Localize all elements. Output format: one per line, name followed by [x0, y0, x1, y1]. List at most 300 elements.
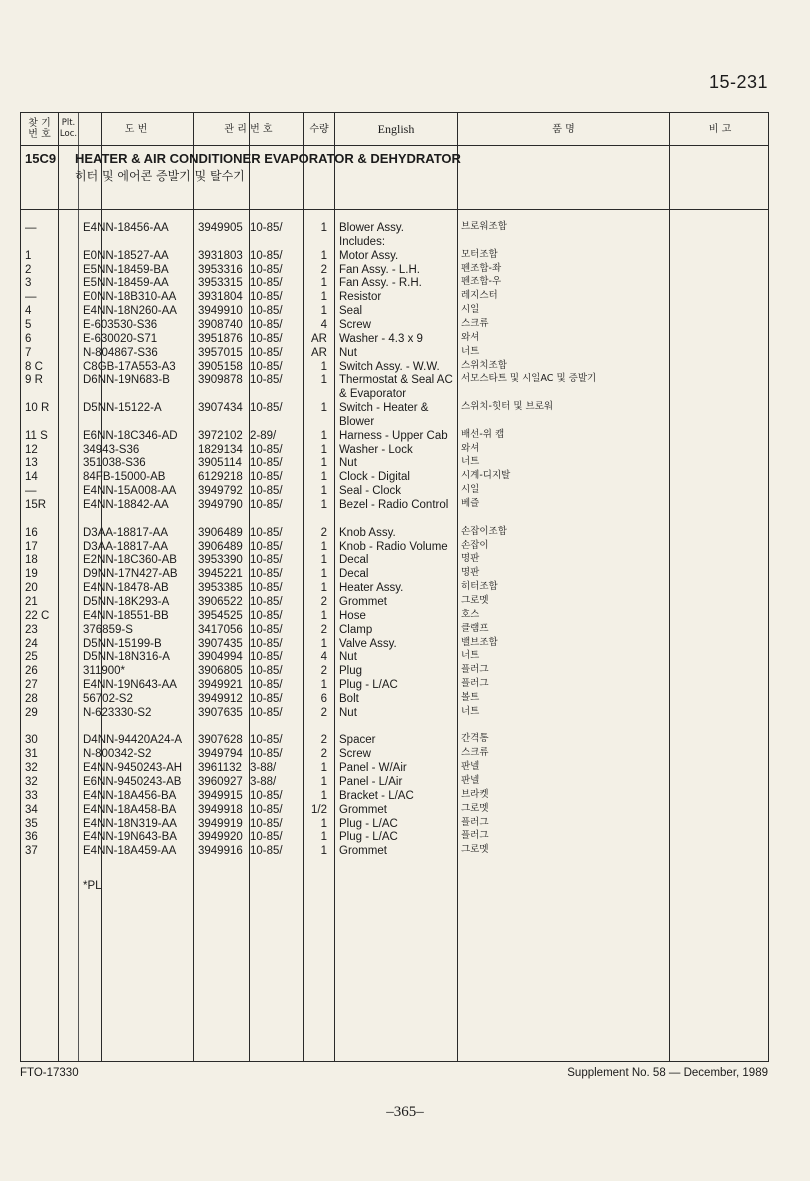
- qty-cell: 2: [320, 665, 327, 678]
- qty-cell: 2: [320, 623, 327, 636]
- qty-cell: 2: [320, 706, 327, 719]
- part-number-cell: E4NN-18N260-AA: [83, 305, 177, 318]
- qty-cell: 1: [320, 374, 327, 387]
- korean-name-cell: 밸브조합: [461, 636, 498, 648]
- ref-cell: 16: [25, 526, 38, 539]
- korean-name-cell: 너트: [461, 650, 480, 662]
- date-cell: 3-88/: [250, 776, 277, 788]
- mgmt-number-cell: 3417056: [198, 623, 243, 636]
- part-number-cell: E2NN-18C360-AB: [83, 554, 177, 567]
- korean-name-cell: 그로멧: [461, 844, 489, 856]
- english-name-cell: Nut: [339, 346, 357, 359]
- ref-cell: —: [25, 222, 37, 234]
- date-cell: 10-85/: [250, 651, 283, 664]
- mgmt-number-cell: 3951876: [198, 332, 243, 345]
- part-number-cell: D3AA-18817-AA: [83, 540, 169, 553]
- qty-cell: 1: [320, 776, 327, 788]
- part-number-cell: E6NN-18C346-AD: [83, 429, 178, 442]
- english-name-cell: Fan Assy. - L.H.: [339, 263, 420, 276]
- ref-cell: 26: [25, 665, 38, 678]
- ref-cell: 37: [25, 845, 38, 858]
- part-number-cell: E4NN-18551-BB: [83, 609, 169, 622]
- date-cell: 10-85/: [250, 346, 283, 359]
- mgmt-number-cell: 3905114: [198, 457, 242, 470]
- english-name-cell: Switch Assy. - W.W.: [339, 360, 440, 373]
- mgmt-number-cell: 3906522: [198, 595, 243, 608]
- qty-cell: AR: [311, 332, 327, 345]
- qty-cell: 1: [320, 499, 327, 511]
- korean-name-cell: 판넬: [461, 761, 480, 773]
- qty-cell: 1: [320, 582, 327, 595]
- qty-cell: 4: [320, 318, 327, 331]
- part-number-cell: 351038-S36: [83, 457, 146, 470]
- qty-cell: 1: [320, 609, 327, 622]
- korean-name-cell: 너트: [461, 345, 480, 357]
- mgmt-number-cell: 3949921: [198, 679, 243, 692]
- ref-cell: 28: [25, 692, 38, 705]
- date-cell: 10-85/: [250, 623, 283, 636]
- korean-name-cell: 배선-위 캡: [461, 428, 505, 440]
- mgmt-number-cell: 3905158: [198, 360, 243, 373]
- english-name-cell: Bezel - Radio Control: [339, 499, 449, 511]
- date-cell: 10-85/: [250, 471, 283, 484]
- english-name-cell: Decal: [339, 554, 369, 567]
- english-name-cell: Nut: [339, 706, 357, 719]
- date-cell: 10-85/: [250, 318, 283, 331]
- qty-cell: 1: [320, 540, 327, 553]
- mgmt-number-cell: 3953385: [198, 582, 243, 595]
- korean-name-cell: 시일: [461, 304, 480, 316]
- date-cell: 10-85/: [250, 305, 283, 318]
- english-name-cell: Seal: [339, 305, 363, 318]
- qty-cell: 6: [320, 692, 327, 705]
- ref-cell: 8 C: [25, 360, 43, 373]
- date-cell: 2-89/: [250, 429, 277, 442]
- korean-name-cell: 명판: [461, 567, 480, 579]
- ref-cell: 31: [25, 748, 38, 761]
- part-number-cell: E4NN-18A459-AA: [83, 845, 177, 858]
- date-cell: 10-85/: [250, 485, 283, 498]
- qty-cell: 1: [320, 222, 327, 234]
- mgmt-number-cell: 3907435: [198, 637, 243, 650]
- qty-cell: 1: [320, 789, 327, 802]
- part-number-cell: E-603530-S36: [83, 318, 158, 331]
- korean-name-cell: 플러그: [461, 678, 489, 690]
- qty-cell: 1/2: [311, 803, 327, 816]
- part-number-cell: D5NN-18K293-A: [83, 595, 170, 608]
- date-cell: 10-85/: [250, 360, 283, 373]
- ref-cell: 2: [25, 263, 32, 276]
- part-number-cell: E4NN-19N643-BA: [83, 831, 177, 844]
- english-name-cell: Grommet: [339, 595, 387, 608]
- mgmt-number-cell: 3931803: [198, 249, 243, 262]
- korean-name-cell: 스위치조합: [461, 359, 507, 371]
- part-number-cell: N-800342-S2: [83, 748, 152, 761]
- date-cell: 10-85/: [250, 568, 283, 581]
- supplement-note: Supplement No. 58 — December, 1989: [567, 1067, 768, 1079]
- ref-cell: 11 S: [25, 429, 48, 442]
- korean-name-cell: 와셔: [461, 331, 480, 343]
- ref-cell: —: [25, 485, 37, 498]
- korean-name-cell: 레지스터: [461, 290, 498, 302]
- qty-cell: 4: [320, 651, 327, 664]
- ref-cell: 14: [25, 471, 38, 484]
- part-number-cell: E4NN-18842-AA: [83, 499, 169, 511]
- date-cell: 10-85/: [250, 291, 283, 304]
- mgmt-number-cell: 3953390: [198, 554, 243, 567]
- mgmt-number-cell: 3907635: [198, 706, 243, 719]
- english-name-cell: Resistor: [339, 291, 382, 304]
- mgmt-number-cell: 3949910: [198, 305, 243, 318]
- english-name-cell: Switch - Heater &: [339, 402, 429, 415]
- part-number-cell: E5NN-18459-AA: [83, 277, 169, 290]
- english-name-cell: Grommet: [339, 803, 387, 816]
- header-part-no: 도 번: [124, 123, 148, 135]
- date-cell: 10-85/: [250, 789, 283, 802]
- english-name-cell: Clamp: [339, 623, 373, 636]
- date-cell: 10-85/: [250, 609, 283, 622]
- part-number-cell: 376859-S: [83, 623, 133, 636]
- mgmt-number-cell: 3906805: [198, 665, 243, 678]
- part-number-cell: E-630020-S71: [83, 332, 158, 345]
- date-cell: 10-85/: [250, 457, 283, 470]
- english-name-cell: Plug - L/AC: [339, 817, 398, 830]
- part-number-cell: D5NN-15199-B: [83, 637, 162, 650]
- part-number-cell: 84FB-15000-AB: [83, 471, 166, 484]
- mgmt-number-cell: 3954525: [198, 609, 243, 622]
- english-name-cell: Valve Assy.: [339, 637, 397, 650]
- qty-cell: 1: [320, 554, 327, 567]
- date-cell: 10-85/: [250, 679, 283, 692]
- date-cell: 10-85/: [250, 845, 283, 858]
- part-number-cell: 56702-S2: [83, 692, 133, 705]
- korean-name-cell: 히터조합: [461, 581, 498, 593]
- english-name-cell: Washer - Lock: [339, 443, 413, 456]
- part-number-cell: N-623330-S2: [83, 706, 152, 719]
- part-number-cell: N-804867-S36: [83, 346, 158, 359]
- part-number-cell: D9NN-17N427-AB: [83, 568, 178, 581]
- date-cell: 10-85/: [250, 443, 283, 456]
- date-cell: 3-88/: [250, 762, 277, 775]
- mgmt-number-cell: 3949919: [198, 817, 243, 830]
- korean-name-cell: 펜조합-좌: [461, 262, 502, 274]
- ref-cell: 1: [25, 249, 32, 262]
- ref-cell: 21: [25, 595, 38, 608]
- part-number-cell: E4NN-18A458-BA: [83, 803, 177, 816]
- ref-cell: 22 C: [25, 609, 50, 622]
- qty-cell: 1: [320, 277, 327, 290]
- mgmt-number-cell: 3949794: [198, 748, 243, 761]
- english-name-cell: Washer - 4.3 x 9: [339, 332, 423, 345]
- header-english: English: [377, 121, 415, 136]
- korean-name-cell: 플러그: [461, 664, 489, 676]
- qty-cell: 1: [320, 817, 327, 830]
- korean-name-cell: 브로워조합: [461, 221, 507, 232]
- date-cell: 10-85/: [250, 582, 283, 595]
- ref-cell: 32: [25, 776, 38, 788]
- qty-cell: 1: [320, 457, 327, 470]
- korean-name-cell: 스크류: [461, 317, 489, 329]
- english-name-cell: Panel - W/Air: [339, 762, 407, 775]
- mgmt-number-cell: 3906489: [198, 526, 243, 539]
- english-name-cell: Fan Assy. - R.H.: [339, 277, 422, 290]
- qty-cell: 1: [320, 637, 327, 650]
- header-mgmt-no: 관 리 번 호: [224, 123, 273, 135]
- ref-cell: 5: [25, 318, 32, 331]
- mgmt-number-cell: 3909878: [198, 374, 243, 387]
- date-cell: 10-85/: [250, 526, 283, 539]
- part-number-cell: E4NN-19N643-AA: [83, 679, 177, 692]
- qty-cell: 1: [320, 305, 327, 318]
- english-name-cell: Plug - L/AC: [339, 831, 398, 844]
- korean-name-cell: 베즐: [461, 498, 480, 509]
- korean-name-cell: 플러그: [461, 816, 489, 828]
- ref-cell: 36: [25, 831, 38, 844]
- date-cell: 10-85/: [250, 499, 283, 511]
- ref-cell: 19: [25, 568, 38, 581]
- english-name-cell: & Evaporator: [339, 388, 407, 401]
- date-cell: 10-85/: [250, 332, 283, 345]
- part-number-cell: 34943-S36: [83, 443, 140, 456]
- header-qty: 수량: [309, 123, 329, 135]
- ref-cell: —: [25, 291, 37, 304]
- korean-name-cell: 손잡이: [461, 539, 489, 551]
- mgmt-number-cell: 3949912: [198, 692, 243, 705]
- english-name-cell: Motor Assy.: [339, 249, 399, 262]
- page-number: 15-231: [708, 72, 768, 92]
- ref-cell: 3: [25, 277, 32, 290]
- ref-cell: 15R: [25, 499, 47, 511]
- ref-cell: 32: [25, 762, 38, 775]
- ref-cell: 24: [25, 637, 38, 650]
- qty-cell: AR: [311, 346, 327, 359]
- korean-name-cell: 모터조합: [461, 248, 498, 260]
- korean-name-cell: 명판: [461, 553, 480, 565]
- mgmt-number-cell: 3904994: [198, 651, 243, 664]
- korean-name-cell: 스위치-힛터 및 브로워: [461, 401, 554, 413]
- mgmt-number-cell: 3906489: [198, 540, 243, 553]
- form-number: FTO-17330: [20, 1067, 79, 1079]
- folio: –365–: [386, 1104, 424, 1120]
- mgmt-number-cell: 3949916: [198, 845, 243, 858]
- korean-name-cell: 그로멧: [461, 594, 489, 606]
- korean-name-cell: 브라켓: [461, 788, 489, 800]
- english-name-cell: Blower Assy.: [339, 222, 404, 234]
- ref-cell: 30: [25, 734, 38, 747]
- header-remarks: 비 고: [708, 123, 732, 135]
- english-name-cell: Harness - Upper Cab: [339, 429, 448, 442]
- part-number-cell: E4NN-9450243-AH: [83, 762, 183, 775]
- mgmt-number-cell: 3949918: [198, 803, 243, 816]
- english-name-cell: Nut: [339, 457, 357, 470]
- korean-name-cell: 볼트: [461, 691, 480, 703]
- korean-name-cell: 간격통: [461, 733, 489, 745]
- date-cell: 10-85/: [250, 803, 283, 816]
- header-korean: 품 명: [552, 123, 575, 135]
- mgmt-number-cell: 6129218: [198, 471, 243, 484]
- part-number-cell: 311900*: [83, 665, 125, 678]
- date-cell: 10-85/: [250, 831, 283, 844]
- ref-cell: 4: [25, 305, 32, 318]
- ref-cell: 17: [25, 540, 38, 553]
- english-name-cell: Knob Assy.: [339, 526, 396, 539]
- korean-name-cell: 스크류: [461, 747, 489, 759]
- qty-cell: 1: [320, 291, 327, 304]
- ref-cell: 10 R: [25, 402, 50, 415]
- date-cell: 10-85/: [250, 277, 283, 290]
- qty-cell: 1: [320, 831, 327, 844]
- date-cell: 10-85/: [250, 817, 283, 830]
- date-cell: 10-85/: [250, 249, 283, 262]
- mgmt-number-cell: 3931804: [198, 291, 243, 304]
- date-cell: 10-85/: [250, 540, 283, 553]
- english-name-cell: Seal - Clock: [339, 485, 401, 498]
- part-number-cell: E4NN-18A456-BA: [83, 789, 177, 802]
- part-number-cell: C8GB-17A553-A3: [83, 360, 176, 373]
- english-name-cell: Spacer: [339, 734, 376, 747]
- qty-cell: 2: [320, 748, 327, 761]
- ref-cell: 33: [25, 789, 38, 802]
- qty-cell: 1: [320, 679, 327, 692]
- english-name-cell: Includes:: [339, 235, 386, 248]
- ref-cell: 35: [25, 817, 38, 830]
- english-name-cell: Plug: [339, 665, 363, 678]
- ref-cell: 25: [25, 651, 38, 664]
- part-number-cell: E0NN-18B310-AA: [83, 291, 177, 304]
- qty-cell: 2: [320, 526, 327, 539]
- korean-name-cell: 와셔: [461, 442, 480, 454]
- english-name-cell: Plug - L/AC: [339, 679, 398, 692]
- korean-name-cell: 클램프: [461, 622, 489, 634]
- date-cell: 10-85/: [250, 595, 283, 608]
- korean-name-cell: 서모스타트 및 시일AC 및 증발기: [461, 373, 597, 385]
- part-number-cell: E5NN-18459-BA: [83, 263, 169, 276]
- qty-cell: 1: [320, 471, 327, 484]
- section-subtitle: 히터 및 에어콘 증발기 및 탈수기: [75, 169, 245, 183]
- ref-cell: 18: [25, 554, 38, 567]
- qty-cell: 1: [320, 485, 327, 498]
- ref-cell: 13: [25, 457, 38, 470]
- part-number-cell: E4NN-15A008-AA: [83, 485, 177, 498]
- section-code: 15C9: [25, 151, 57, 166]
- english-name-cell: Bolt: [339, 692, 359, 705]
- english-name-cell: Thermostat & Seal AC: [339, 374, 453, 387]
- ref-cell: 9 R: [25, 374, 43, 387]
- mgmt-number-cell: 3945221: [198, 568, 243, 581]
- qty-cell: 2: [320, 734, 327, 747]
- footnote: *PL: [83, 880, 102, 892]
- qty-cell: 2: [320, 263, 327, 276]
- mgmt-number-cell: 3961132: [198, 762, 242, 775]
- ref-cell: 6: [25, 332, 32, 345]
- qty-cell: 1: [320, 360, 327, 373]
- header-plt-loc: Plt. Loc.: [59, 118, 78, 139]
- date-cell: 10-85/: [250, 706, 283, 719]
- english-name-cell: Decal: [339, 568, 369, 581]
- date-cell: 10-85/: [250, 692, 283, 705]
- korean-name-cell: 판넬: [461, 775, 480, 786]
- mgmt-number-cell: 3949790: [198, 499, 243, 511]
- english-name-cell: Grommet: [339, 845, 387, 858]
- mgmt-number-cell: 3949792: [198, 485, 243, 498]
- section-title: HEATER & AIR CONDITIONER EVAPORATOR & DEHYDRATOR: [75, 151, 461, 166]
- date-cell: 10-85/: [250, 263, 283, 276]
- qty-cell: 1: [320, 249, 327, 262]
- part-number-cell: E6NN-9450243-AB: [83, 776, 182, 788]
- english-name-cell: Bracket - L/AC: [339, 789, 414, 802]
- mgmt-number-cell: 3957015: [198, 346, 243, 359]
- korean-name-cell: 그로멧: [461, 802, 489, 814]
- date-cell: 10-85/: [250, 748, 283, 761]
- mgmt-number-cell: 3949915: [198, 789, 243, 802]
- qty-cell: 2: [320, 595, 327, 608]
- date-cell: 10-85/: [250, 554, 283, 567]
- mgmt-number-cell: 3972102: [198, 429, 243, 442]
- mgmt-number-cell: 3907434: [198, 402, 243, 415]
- date-cell: 10-85/: [250, 637, 283, 650]
- qty-cell: 1: [320, 845, 327, 858]
- ref-cell: 20: [25, 582, 38, 595]
- ref-cell: 7: [25, 346, 32, 359]
- english-name-cell: Clock - Digital: [339, 471, 410, 484]
- mgmt-number-cell: 1829134: [198, 443, 243, 456]
- korean-name-cell: 너트: [461, 456, 480, 468]
- english-name-cell: Heater Assy.: [339, 582, 404, 595]
- part-number-cell: E4NN-18N319-AA: [83, 817, 177, 830]
- mgmt-number-cell: 3907628: [198, 734, 243, 747]
- qty-cell: 1: [320, 443, 327, 456]
- qty-cell: 1: [320, 568, 327, 581]
- mgmt-number-cell: 3960927: [198, 776, 243, 788]
- date-cell: 10-85/: [250, 222, 283, 234]
- korean-name-cell: 너트: [461, 705, 480, 717]
- qty-cell: 1: [320, 402, 327, 415]
- korean-name-cell: 플러그: [461, 830, 489, 842]
- english-name-cell: Hose: [339, 609, 366, 622]
- date-cell: 10-85/: [250, 402, 283, 415]
- mgmt-number-cell: 3949920: [198, 831, 243, 844]
- qty-cell: 1: [320, 762, 327, 775]
- english-name-cell: Blower: [339, 415, 375, 428]
- english-name-cell: Nut: [339, 651, 357, 664]
- english-name-cell: Panel - L/Air: [339, 776, 403, 788]
- mgmt-number-cell: 3953316: [198, 263, 243, 276]
- part-number-cell: D5NN-18N316-A: [83, 651, 170, 664]
- part-number-cell: E4NN-18456-AA: [83, 222, 169, 234]
- english-name-cell: Screw: [339, 318, 371, 331]
- korean-name-cell: 시일: [461, 484, 480, 496]
- ref-cell: 34: [25, 803, 38, 816]
- mgmt-number-cell: 3953315: [198, 277, 243, 290]
- part-number-cell: D4NN-94420A24-A: [83, 734, 183, 747]
- korean-name-cell: 시계-디지탈: [461, 470, 511, 482]
- date-cell: 10-85/: [250, 734, 283, 747]
- part-number-cell: E4NN-18478-AB: [83, 582, 169, 595]
- parts-table: [20, 112, 769, 1062]
- part-number-cell: D3AA-18817-AA: [83, 526, 169, 539]
- ref-cell: 29: [25, 706, 38, 719]
- part-number-cell: D5NN-15122-A: [83, 402, 162, 415]
- qty-cell: 1: [320, 429, 327, 442]
- ref-cell: 23: [25, 623, 38, 636]
- ref-cell: 27: [25, 679, 38, 692]
- korean-name-cell: 손잡이조합: [461, 525, 507, 537]
- header-ref-no: 찾 기 번 호: [28, 118, 51, 140]
- korean-name-cell: 호스: [461, 608, 480, 620]
- mgmt-number-cell: 3949905: [198, 222, 243, 234]
- korean-name-cell: 펜조합-우: [461, 276, 502, 288]
- mgmt-number-cell: 3908740: [198, 318, 243, 331]
